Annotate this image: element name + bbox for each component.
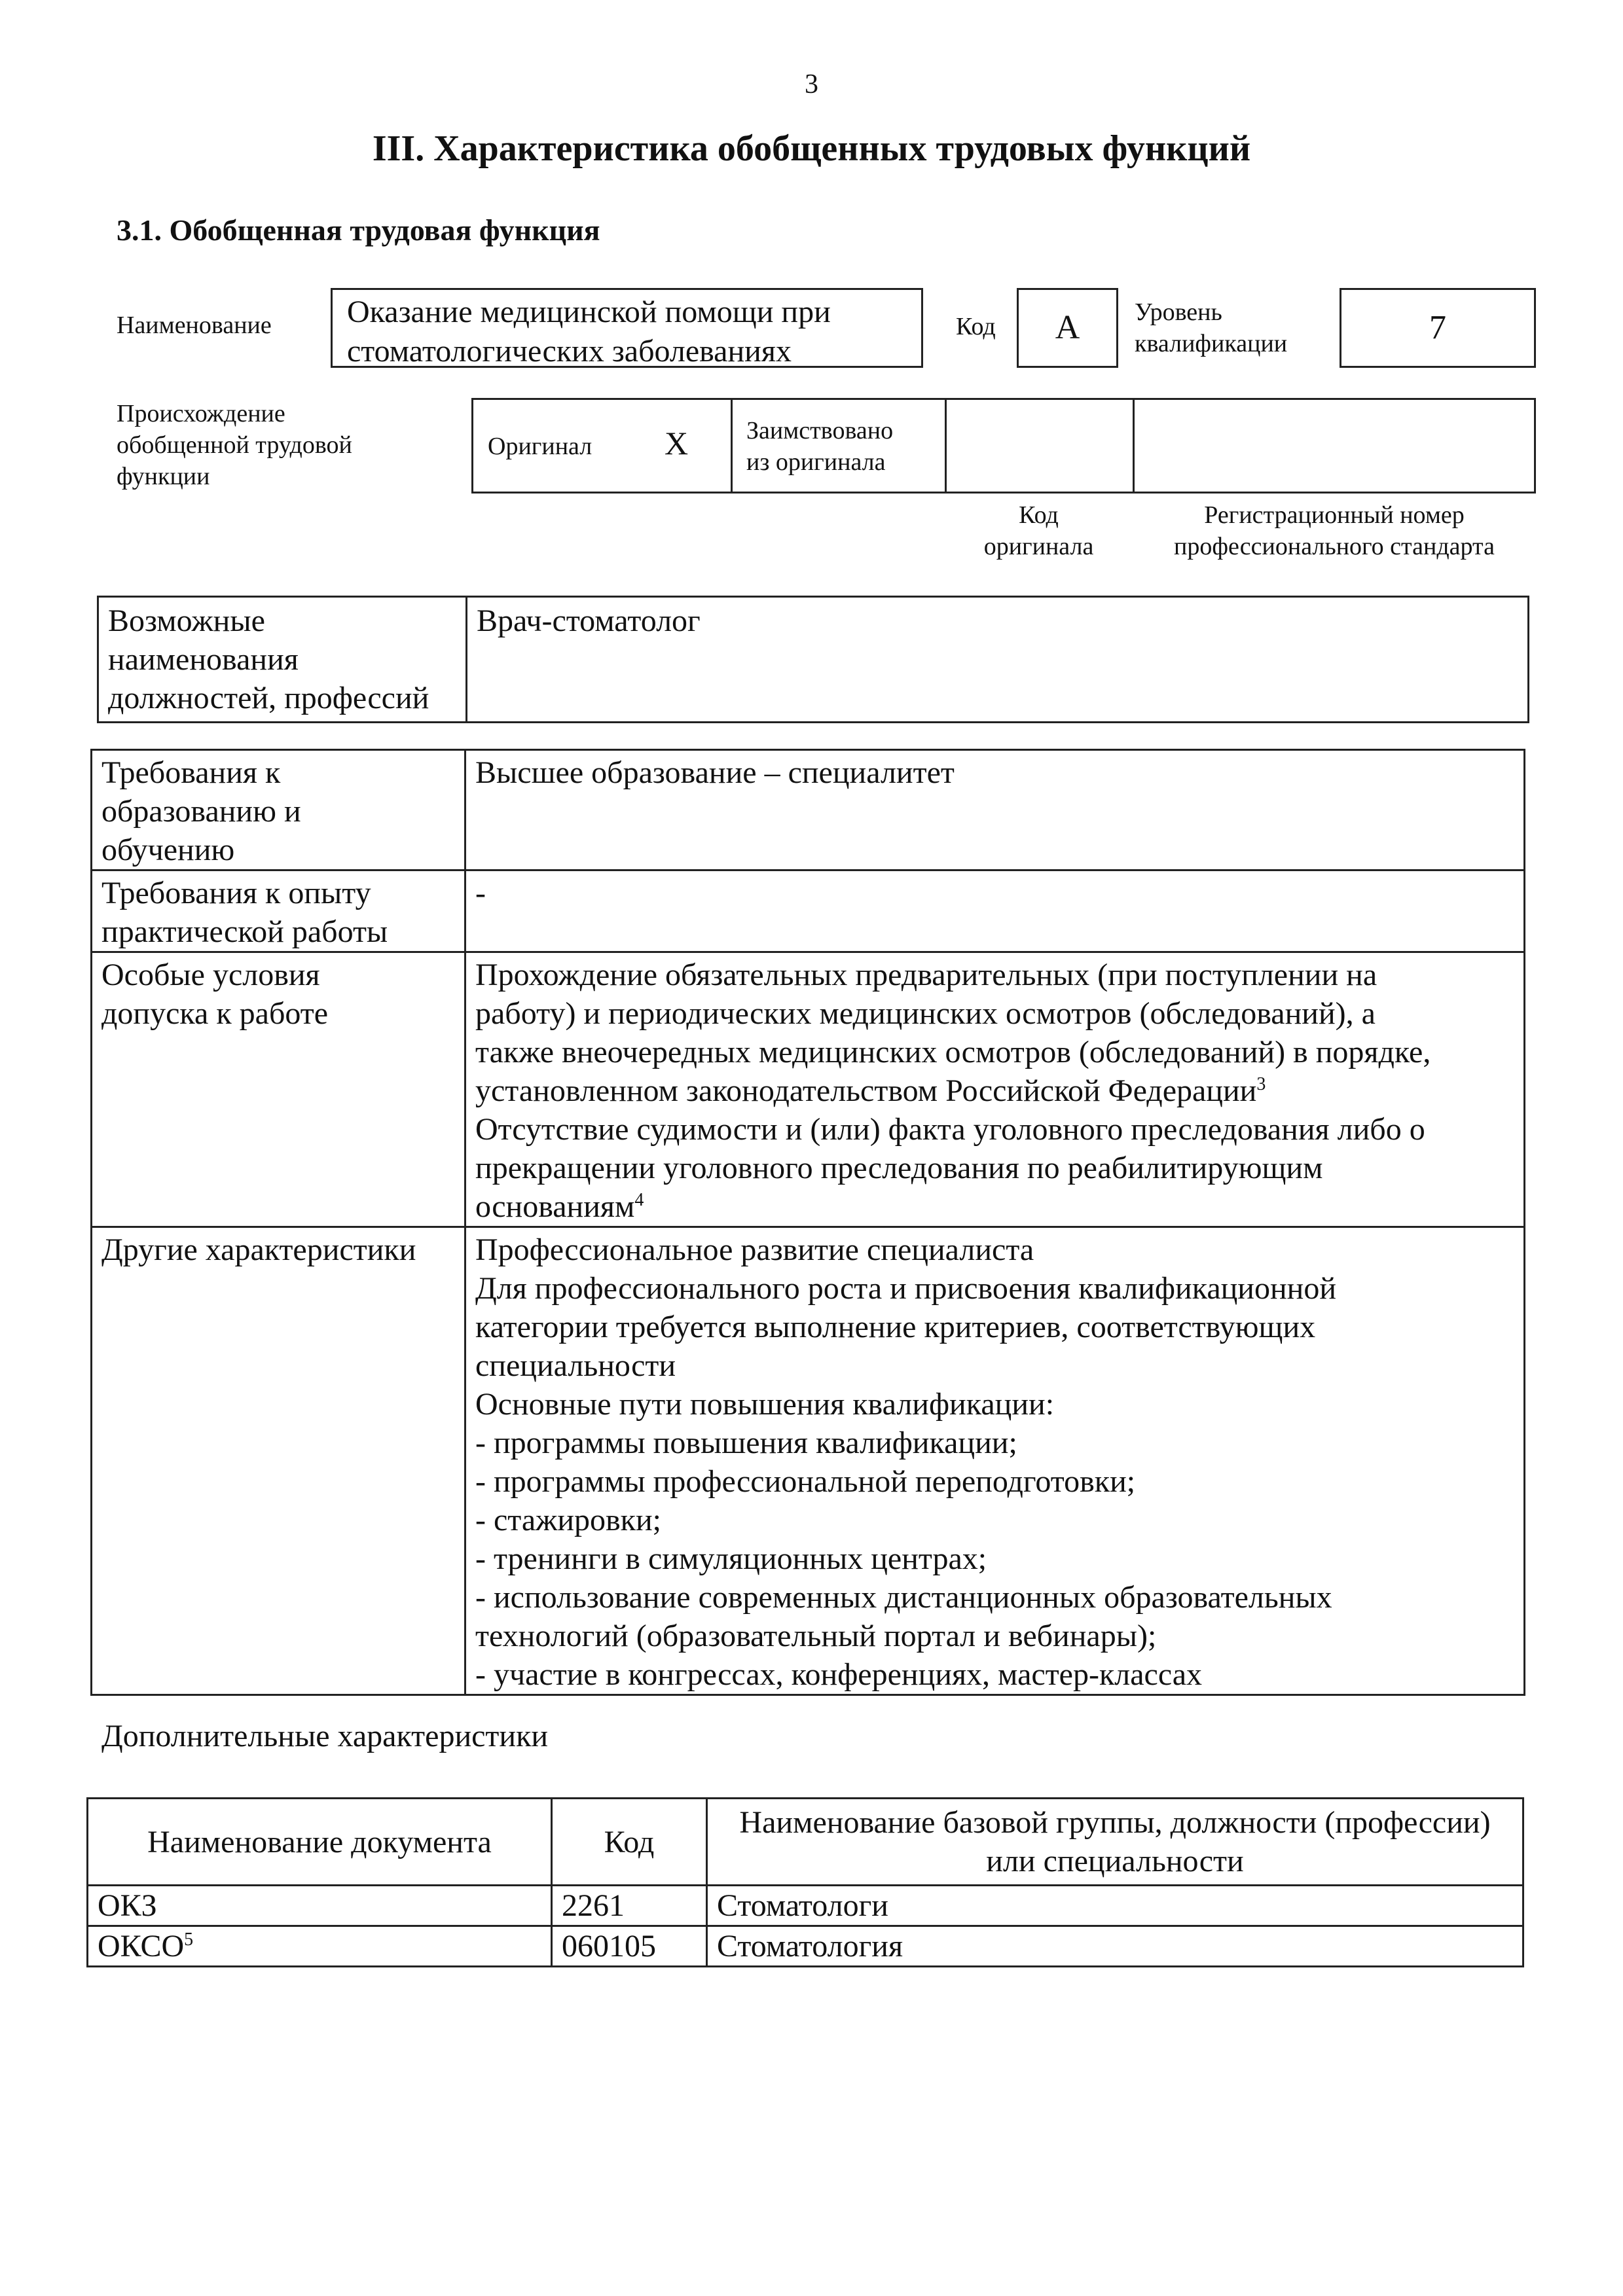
additional-table (86, 1797, 1524, 1967)
education-label-line2: образованию и (101, 794, 301, 829)
positions-value: Врач-стоматолог (467, 597, 1529, 723)
borrowed-line2: из оригинала (746, 448, 886, 476)
education-label (92, 750, 465, 870)
other-line: - использование современных дистанционных образовательных (475, 1580, 1332, 1615)
other-line: - участие в конгрессах, конференциях, мастер-классах (475, 1657, 1203, 1692)
caption-reg-line1: Регистрационный номер (1204, 501, 1465, 529)
other-value (465, 1227, 1525, 1695)
row-okso-doc (88, 1926, 552, 1967)
experience-label (92, 870, 465, 952)
origin-label-line1: Происхождение (117, 400, 285, 427)
other-line: - тренинги в симуляционных центрах; (475, 1541, 987, 1576)
conditions-label-line2: допуска к работе (101, 996, 329, 1031)
row-okz-doc: ОКЗ (88, 1886, 552, 1926)
name-label: Наименование (117, 312, 272, 339)
row-okso-doc-text: ОКСО (98, 1929, 185, 1964)
education-label-line3: обучению (101, 833, 235, 867)
function-name-line1: Оказание медицинской помощи при (347, 295, 831, 329)
other-line: категории требуется выполнение критериев, соответствующих (475, 1310, 1316, 1344)
conditions-line: Прохождение обязательных предварительных (при поступлении на (475, 958, 1377, 992)
col-name-header-line2: или специальности (986, 1844, 1244, 1878)
positions-label-line3: должностей, профессий (108, 681, 429, 715)
other-line: - программы профессиональной переподготовки; (475, 1464, 1136, 1499)
positions-label-line2: наименования (108, 642, 299, 677)
conditions-label (92, 952, 465, 1227)
conditions-label-line1: Особые условия (101, 958, 320, 992)
other-line: Основные пути повышения квалификации: (475, 1387, 1055, 1422)
other-line: - программы повышения квалификации; (475, 1426, 1017, 1460)
origin-label (117, 398, 352, 492)
conditions-line: Отсутствие судимости и (или) факта уголовного преследования либо о (475, 1112, 1425, 1147)
code-value: А (1017, 288, 1118, 368)
caption-reg-line2: профессионального стандарта (1174, 533, 1495, 560)
conditions-line: работу) и периодических медицинских осмотров (обследований), а (475, 996, 1376, 1031)
conditions-line-text: основаниям (475, 1189, 635, 1224)
section-title: III. Характеристика обобщенных трудовых функций (372, 128, 1251, 169)
col-name-header (707, 1799, 1523, 1886)
other-line: - стажировки; (475, 1503, 662, 1537)
col-name-header-line1: Наименование базовой группы, должности (профессии) (739, 1805, 1491, 1840)
row-okz-name: Стоматологи (707, 1886, 1523, 1926)
level-value: 7 (1340, 288, 1536, 368)
row-okso-name: Стоматология (707, 1926, 1523, 1967)
experience-label-line2: практической работы (101, 914, 388, 949)
conditions-line (475, 1071, 1514, 1110)
other-line: Профессиональное развитие специалиста (475, 1232, 1034, 1267)
conditions-value (465, 952, 1525, 1227)
caption-reg-number (1133, 499, 1536, 562)
positions-label-line1: Возможные (108, 603, 265, 638)
conditions-line-text: установленном законодательством Российской Федерации (475, 1073, 1257, 1108)
footnote-3: 3 (1256, 1074, 1266, 1094)
level-label (1135, 296, 1287, 359)
education-label-line1: Требования к (101, 755, 281, 790)
borrowed-line1: Заимствовано (746, 417, 894, 444)
other-label: Другие характеристики (92, 1227, 465, 1695)
conditions-line (475, 1187, 1514, 1226)
other-line: технологий (образовательный портал и вебинары); (475, 1619, 1157, 1653)
other-line: специальности (475, 1348, 676, 1383)
origin-label-line2: обобщенной трудовой (117, 431, 352, 459)
borrowed-label (746, 415, 893, 478)
original-mark: X (665, 425, 689, 461)
col-doc-header: Наименование документа (88, 1799, 552, 1886)
footnote-4: 4 (634, 1190, 644, 1210)
origin-box (471, 398, 1536, 493)
level-label-line1: Уровень (1135, 298, 1222, 326)
function-name-line2: стоматологических заболеваниях (347, 334, 792, 368)
other-line: Для профессионального роста и присвоения квалификационной (475, 1271, 1337, 1306)
experience-label-line1: Требования к опыту (101, 876, 371, 910)
original-label: Оригинал (488, 433, 593, 460)
function-name-box (331, 288, 923, 368)
requirements-table (90, 749, 1525, 1696)
positions-label (98, 597, 467, 723)
positions-table (97, 596, 1529, 723)
footnote-5: 5 (184, 1929, 194, 1950)
caption-code-line1: Код (1019, 501, 1059, 529)
origin-label-line3: функции (117, 463, 210, 490)
conditions-line: также внеочередных медицинских осмотров (обследований) в порядке, (475, 1035, 1431, 1069)
col-code-header: Код (552, 1799, 707, 1886)
additional-title: Дополнительные характеристики (101, 1719, 549, 1753)
caption-code-original (945, 499, 1133, 562)
education-value: Высшее образование – специалитет (465, 750, 1525, 870)
row-okz-code: 2261 (552, 1886, 707, 1926)
caption-code-line2: оригинала (983, 533, 1094, 560)
experience-value: - (465, 870, 1525, 952)
row-okso-code: 060105 (552, 1926, 707, 1967)
subsection-title: 3.1. Обобщенная трудовая функция (117, 213, 600, 247)
level-label-line2: квалификации (1135, 330, 1288, 357)
conditions-line: прекращении уголовного преследования по реабилитирующим (475, 1151, 1323, 1185)
page-number: 3 (805, 69, 818, 99)
code-label: Код (956, 313, 996, 340)
